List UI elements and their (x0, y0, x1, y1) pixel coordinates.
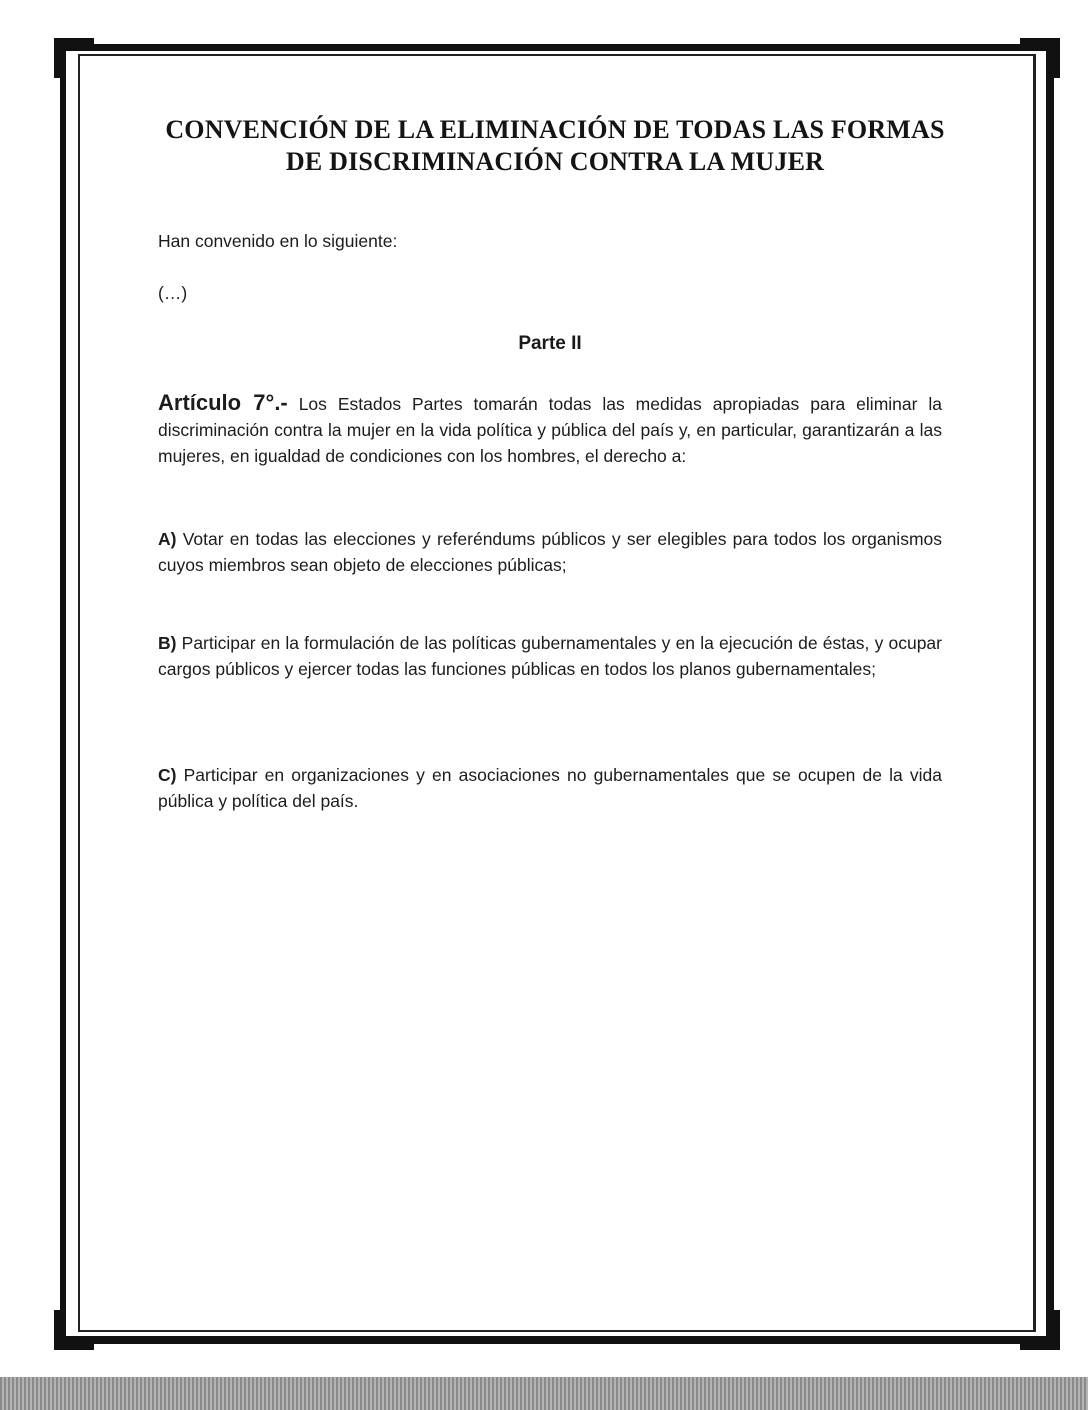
border-corner-bottom-right (1050, 1310, 1060, 1350)
list-item-c (158, 762, 942, 814)
list-item-text: Participar en organizaciones y en asociaciones no gubernamentales que se ocupen de la vida pública y política del país. (158, 765, 942, 811)
article-paragraph (158, 390, 942, 469)
list-item-label: C) (158, 765, 177, 785)
document-title-line-1: CONVENCIÓN DE LA ELIMINACIÓN DE TODAS LAS FORMAS (165, 115, 945, 144)
article-label: Artículo 7°.- (158, 390, 288, 415)
part-heading: Parte II (518, 333, 582, 354)
list-item-b (158, 630, 942, 682)
intro-text: Han convenido en lo siguiente: (158, 231, 398, 251)
ellipsis-text: (…) (158, 283, 188, 303)
list-item-label: B) (158, 633, 177, 653)
list-item-a (158, 526, 942, 578)
border-corner-top-left (54, 38, 64, 78)
list-item-text: Participar en la formulación de las políticas gubernamentales y en la ejecución de éstas, y ocupar cargos públicos y ejercer todas las funciones públicas en todos los planos gubernamentales; (158, 633, 942, 679)
list-item-label: A) (158, 529, 177, 549)
scan-edge-strip (0, 1377, 1088, 1410)
document-title (120, 114, 990, 178)
article-text: Los Estados Partes tomarán todas las medidas apropiadas para eliminar la discriminación contra la mujer en la vida política y pública del país y, en particular, garantizarán a las mujeres, en igualdad de condiciones con los hombres, el derecho a: (158, 394, 942, 466)
list-item-text: Votar en todas las elecciones y referéndums públicos y ser elegibles para todos los organismos cuyos miembros sean objeto de elecciones públicas; (158, 529, 942, 575)
border-corner-top-right (1050, 38, 1060, 78)
document-title-line-2: DE DISCRIMINACIÓN CONTRA LA MUJER (285, 147, 825, 176)
border-corner-bottom-left (54, 1310, 64, 1350)
